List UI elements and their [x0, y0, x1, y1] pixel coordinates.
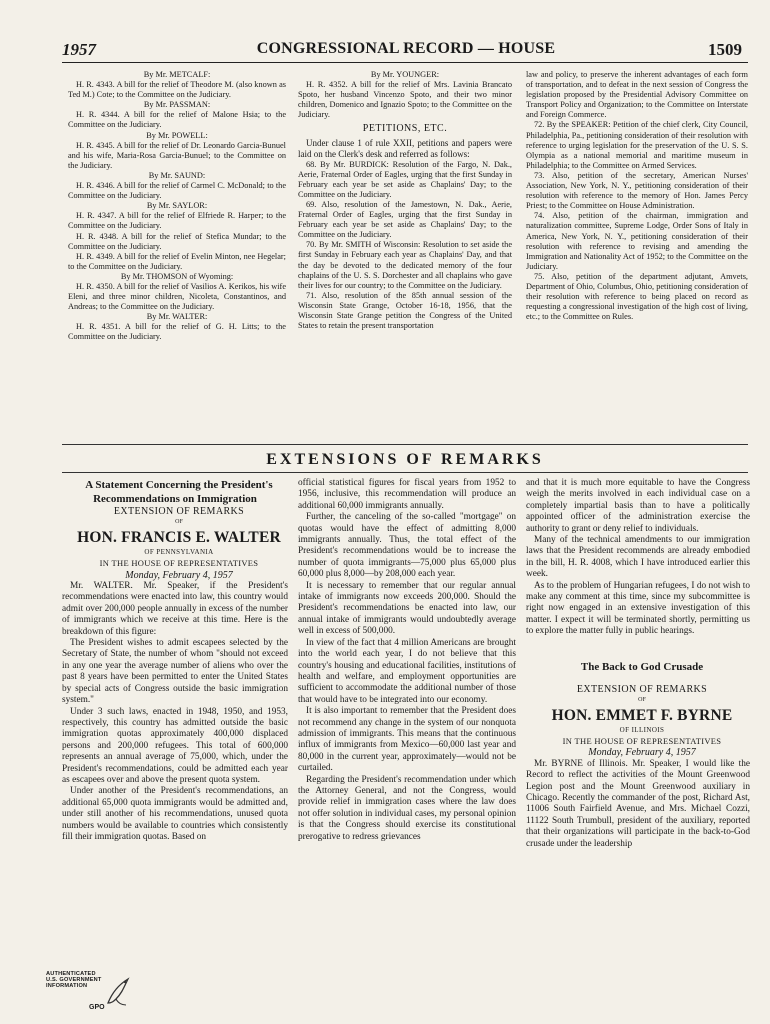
bill-entry: H. R. 4348. A bill for the relief of Stefica Mundar; to the Committee on the Judiciary. — [68, 231, 286, 251]
paragraph: In view of the fact that 4 million Americans are brought into the world each year, I do not believe that this country's housing and educational facilities, institutions of health and welfare, and employment opportunities are sufficient to accommodate the additional number of those that would have to be integrated into our economy. — [298, 637, 516, 705]
chamber-label: IN THE HOUSE OF REPRESENTATIVES — [562, 735, 722, 746]
paragraph: Further, the canceling of the so-called "mortgage" on quotas would have the effect of admitting 8,000 immigrants annually. Thus, the total effect of the President's recommendations would be to increase the number of quota immigrants—75,000 plus 65,000 plus 60,000 plus 8,000—by 208,000 each year. — [298, 512, 516, 580]
chamber-label: IN THE HOUSE OF REPRESENTATIVES — [99, 558, 259, 569]
article-title: The Back to God Crusade — [580, 660, 704, 673]
articles-column-3 — [526, 478, 750, 850]
petition-entry: 74. Also, petition of the chairman, immigration and naturalization committee, Supreme Lodge, Order Sons of Italy in America, New York, N. Y., petitioning consideration of their resolution with reference to revising and amending the Immigration and Nationality Act of 1952; to the Committee on the Judiciary. — [526, 211, 748, 271]
petition-entry: 73. Also, petition of the secretary, American Nurses' Association, New York, N. Y., petitioning consideration of their resolution with reference to the memory of Hon. James Percy Priest; to the Committee on House Administration. — [526, 170, 748, 211]
paragraph: Under another of the President's recommendations, an additional 65,000 quota immigrants would be admitted and, under still another of his recommendations, unused quota numbers would be available to countries which consistently fill their immigration quotas. Based on — [62, 786, 288, 842]
bill-entry: H. R. 4347. A bill for the relief of Elfriede R. Harper; to the Committee on the Judiciary. — [68, 211, 286, 231]
petition-entry: 70. By Mr. SMITH of Wisconsin: Resolution to set aside the first Sunday in February each year as Chaplains' Day, and that the day be devoted to the dedicated memory of the four chaplains of the U. S. S. Dorchester and all chaplains who gave their lives for our country; to the Committee on the Judiciary. — [298, 240, 512, 290]
article-walter-column-2 — [298, 478, 516, 843]
header-rule — [62, 62, 748, 63]
of-label: OF — [175, 519, 183, 526]
bill-sponsor: By Mr. YOUNGER: — [370, 70, 440, 79]
article-title: A Statement Concerning the President's Recommendations on Immigration — [85, 479, 273, 505]
bills-column-2 — [298, 70, 512, 331]
petition-entry: law and policy, to preserve the inherent advantages of each form of transportation, and to defeat in the next session of Congress the legislation proposed by the Presidential Advisory Committee on Transport Policy and Organization; to the Committee on Interstate and Foreign Commerce. — [526, 70, 748, 120]
paragraph: Mr. WALTER. Mr. Speaker, if the President's recommendations were enacted into law, this country would admit over 200,000 people annually in excess of the number of immigrants which we receive at this time. Here is the breakdown of this figure: — [62, 581, 288, 637]
member-state: OF PENNSYLVANIA — [144, 547, 214, 556]
bill-entry: H. R. 4345. A bill for the relief of Dr. Leonardo Garcia-Bunuel and his wife, Maria-Rosa Garcia-Bunuel; to the Committee on the Judiciary. — [68, 140, 286, 170]
header-year: 1957 — [62, 40, 96, 59]
member-name: HON. FRANCIS E. WALTER — [77, 528, 281, 546]
petition-entry: 72. By the SPEAKER: Petition of the chief clerk, City Council, Philadelphia, Pa., petitioning consideration of their resolution with reference to urging legislation for the preservation of the U. S. S. Olympia as a national memorial and maritime museum in Philadelphia; to the Committee on Armed Services. — [526, 120, 748, 170]
bill-sponsor: By Mr. SAUND: — [148, 170, 206, 180]
member-name: HON. EMMET F. BYRNE — [551, 706, 733, 724]
bill-entry: H. R. 4351. A bill for the relief of G. H. Litts; to the Committee on the Judiciary. — [68, 322, 286, 342]
member-state: OF ILLINOIS — [619, 725, 665, 734]
page-number: 1509 — [708, 40, 742, 59]
petitions-column-3 — [526, 70, 748, 322]
paragraph: Mr. BYRNE of Illinois. Mr. Speaker, I would like the Record to reflect the activities of the Mount Greenwood Legion post and the Mount Greenwood auxiliary in Chicago. Recently the commander of the post, Richard Ast, 11006 South Fairfield Avenue, and Mrs. Michael Cozzi, 11122 South Trumbull, president of the auxiliary, reported that their organizations will participate in the back-to-God crusade under the leadership — [526, 758, 750, 849]
paragraph: official statistical figures for fiscal years from 1952 to 1956, inclusive, this recommendation will produce an additional 60,000 immigrants annually. — [298, 478, 516, 511]
bill-entry: H. R. 4343. A bill for the relief of Theodore M. (also known as Ted M.) Cote; to the Committee on the Judiciary. — [68, 80, 286, 100]
bill-sponsor: By Mr. THOMSON of Wyoming: — [120, 271, 234, 281]
logo-line: INFORMATION — [46, 983, 88, 989]
article-walter-column-1 — [62, 478, 288, 843]
paragraph: Under 3 such laws, enacted in 1948, 1950, and 1953, respectively, this country has admitted outside the basic immigration quotas approximately 400,000 displaced persons and 200,000 refugees. This total of 600,000 represents an annual average of 75,000, which, under the President's recommendations, could be admitted each year as escapees over and above the present quota system. — [62, 706, 288, 785]
bill-entry: H. R. 4344. A bill for the relief of Malone Hsia; to the Committee on the Judiciary. — [68, 110, 286, 130]
paragraph: The President wishes to admit escapees selected by the Secretary of State, the number of whom "should not exceed in any one year the average number of aliens who over the past 8 years have been permitted to enter the United States by special acts of Congress outside the basic immigration system." — [62, 638, 288, 706]
logo-line: AUTHENTICATED — [46, 971, 96, 977]
petition-entry: 69. Also, resolution of the Jamestown, N. Dak., Aerie, Fraternal Order of Eagles, urging that the first Sunday in February each year be set aside as Chaplains' Day; to the Committee on the Judiciary. — [298, 199, 512, 240]
bill-entry: H. R. 4352. A bill for the relief of Mrs. Lavinia Brancato Spoto, her husband Vincenzo Spoto, and their two minor children, Domenico and Ignazio Spoto; to the Committee on the Judiciary. — [298, 80, 512, 120]
bill-entry: H. R. 4346. A bill for the relief of Carmel C. McDonald; to the Committee on the Judiciary. — [68, 181, 286, 201]
bill-entry: H. R. 4349. A bill for the relief of Evelin Minton, nee Hegelar; to the Committee on the Judiciary. — [68, 251, 286, 271]
gpo-authenticated-logo — [46, 971, 132, 1017]
paragraph: As to the problem of Hungarian refugees, I do not wish to make any comment at this time, since my subcommittee is right now engaged in an extensive investigation of this matter. I expect it will be terminated shortly, permitting us to explore the matter fully in public hearings. — [526, 580, 750, 637]
extension-label: EXTENSION OF REMARKS — [576, 683, 708, 695]
remarks-date: Monday, February 4, 1957 — [125, 569, 233, 581]
bill-entry: H. R. 4350. A bill for the relief of Vasilios A. Kerikos, his wife Eleni, and three minor children, Nicoleta, Constantinos, and Andreas; to the Committee on the Judiciary. — [68, 281, 286, 312]
bill-sponsor: By Mr. METCALF: — [143, 70, 211, 79]
petition-entry: 75. Also, petition of the department adjutant, Amvets, Department of Ohio, Columbus, Ohio, petitioning consideration of their resolution with reference to being placed on record as requesting a congressional investigation of the high cost of living, etc.; to the Committee on Rules. — [526, 271, 748, 322]
gpo-label: GPO — [89, 1004, 105, 1011]
section-rule-top — [62, 444, 748, 445]
section-rule-bottom — [62, 472, 748, 473]
paragraph: It is also important to remember that the President does not recommend any change in the system of our nonquota admission of immigrants. This means that the continuous influx of immigrants from Mexico—60,000 last year and 80,000 in the current year, approximately—would not be curtailed. — [298, 706, 516, 774]
eagle-icon — [104, 975, 132, 1009]
bill-sponsor: By Mr. WALTER: — [146, 312, 208, 322]
remarks-date: Monday, February 4, 1957 — [588, 747, 696, 759]
of-label: OF — [638, 697, 646, 704]
paragraph: Many of the technical amendments to our immigration laws that the President recommends are already embodied in the bill, H. R. 4008, which I have introduced earlier this week. — [526, 535, 750, 580]
header-title: CONGRESSIONAL RECORD — HOUSE — [256, 40, 556, 57]
petitions-heading: PETITIONS, ETC. — [362, 123, 448, 135]
page-header — [62, 40, 750, 64]
extensions-title: EXTENSIONS OF REMARKS — [266, 451, 544, 468]
bill-sponsor: By Mr. POWELL: — [146, 130, 208, 140]
petitions-intro: Under clause 1 of rule XXII, petitions and papers were laid on the Clerk's desk and referred as follows: — [298, 137, 512, 159]
petition-entry: 71. Also, resolution of the 85th annual session of the Wisconsin State Grange, October 16-18, 1956, that the Wisconsin State Grange petition the Congress of the United States to retain the present transportation — [298, 290, 512, 331]
bill-sponsor: By Mr. SAYLOR: — [146, 201, 208, 211]
bills-column-1 — [68, 70, 286, 343]
paragraph: and that it is much more equitable to have the Congress weigh the merits involved in each individual case on a completely impartial basis than to have a politically appointed officer of the administration exercise the authority to grant or deny relief to individuals. — [526, 478, 750, 534]
petition-entry: 68. By Mr. BURDICK: Resolution of the Fargo, N. Dak., Aerie, Fraternal Order of Eagles, urging that the first Sunday in February each year be set aside as Chaplains' Day; to the Committee on the Judiciary. — [298, 159, 512, 199]
extension-label: EXTENSION OF REMARKS — [113, 506, 245, 517]
bill-sponsor: By Mr. PASSMAN: — [143, 100, 211, 110]
paragraph: It is necessary to remember that our regular annual intake of immigrants now exceeds 200,000. Should the President's recommendations be enacted into law, our annual intake of immigrants would undoubtedly average well in excess of 500,000. — [298, 580, 516, 637]
paragraph: Regarding the President's recommendation under which the Attorney General, and not the Congress, would provide relief in immigration cases where the law does not offer solution in individual cases, my personal opinion is that the Congress should exercise its constitutional prerogative to redress grievances — [298, 774, 516, 842]
logo-line: U.S. GOVERNMENT — [46, 977, 102, 983]
